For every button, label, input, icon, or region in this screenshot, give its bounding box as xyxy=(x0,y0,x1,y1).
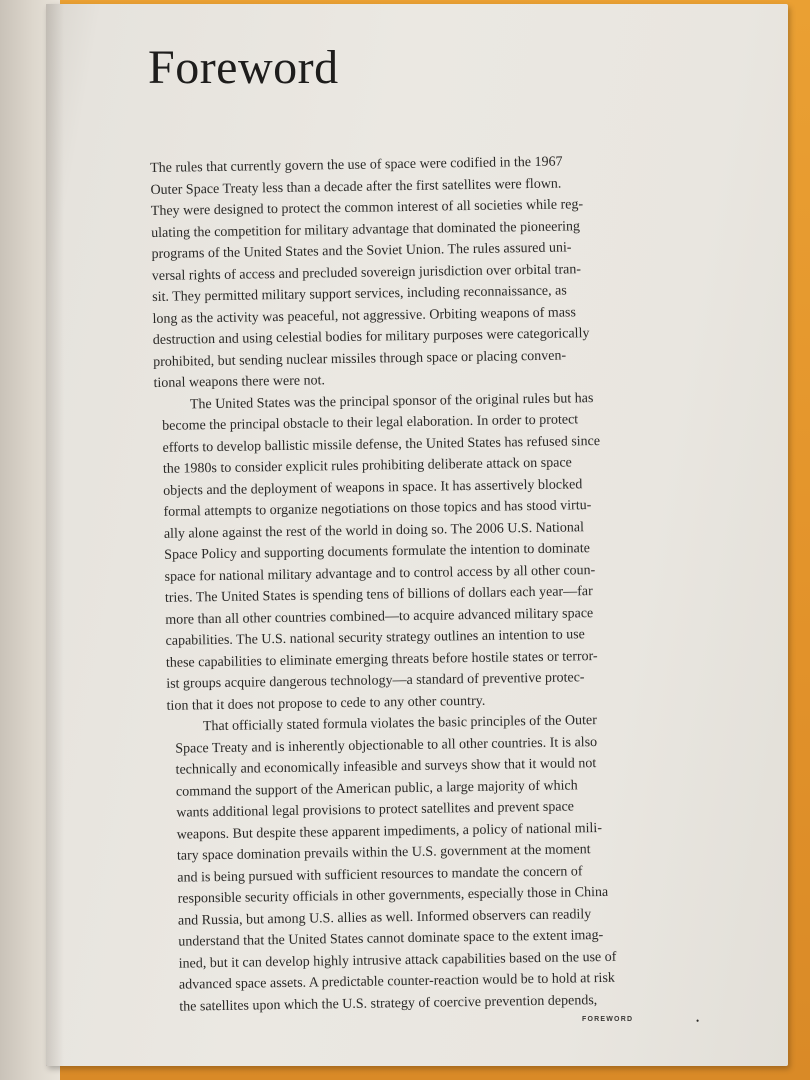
text-line: objects and the deployment of weapons in space. It has assertively blocked xyxy=(163,476,583,499)
text-line: space for national military advantage and to control access by all other coun- xyxy=(164,562,596,585)
text-line: ally alone against the rest of the world in doing so. The 2006 U.S. National xyxy=(163,519,585,542)
text-line: responsible security officials in other governments, especially those in China xyxy=(177,884,609,907)
text-line: ulating the competition for military advantage that dominated the pioneering xyxy=(151,218,581,241)
page-number: • xyxy=(696,1016,700,1026)
text-line: ined, but it can develop highly intrusive attack capabilities based on the use of xyxy=(178,949,617,972)
text-line: long as the activity was peaceful, not aggressive. Orbiting weapons of mass xyxy=(152,304,576,327)
paragraph-2 xyxy=(162,386,669,716)
text-line: the 1980s to consider explicit rules prohibiting deliberate attack on space xyxy=(162,455,572,477)
running-footer: FOREWORD xyxy=(582,1016,634,1023)
text-line: destruction and using celestial bodies for military purposes were categorically xyxy=(152,326,590,348)
text-line: advanced space assets. A predictable counter-reaction would be to hold at risk xyxy=(178,970,615,993)
text-line: technically and economically infeasible and surveys show that it would not xyxy=(175,756,597,778)
paragraph-1 xyxy=(150,150,664,394)
text-line: sit. They permitted military support services, including reconnaissance, as xyxy=(152,283,567,305)
text-line: They were designed to protect the common interest of all societies while reg- xyxy=(150,197,584,219)
text-line: ist groups acquire dangerous technology—a standard of preventive protec- xyxy=(166,670,585,692)
text-line: tries. The United States is spending tens of billions of dollars each year—far xyxy=(164,584,593,606)
text-line: and Russia, but among U.S. allies as well. Informed observers can readily xyxy=(177,906,592,929)
text-line: wants additional legal provisions to protect satellites and prevent space xyxy=(176,799,575,821)
text-line: Space Policy and supporting documents formulate the intention to dominate xyxy=(164,541,591,563)
text-line: Space Treaty and is inherently objectionable to all other countries. It is also xyxy=(175,734,598,757)
text-line: That officially stated formula violates the basic principles of the Outer xyxy=(202,713,597,735)
text-line: programs of the United States and the Soviet Union. The rules assured uni- xyxy=(151,240,572,262)
chapter-heading: Foreword xyxy=(148,41,339,94)
text-line: and is being pursued with sufficient resources to mandate the concern of xyxy=(177,863,583,886)
text-line: The rules that currently govern the use of space were codified in the 1967 xyxy=(150,154,563,176)
text-line: prohibited, but sending nuclear missiles through space or placing conven- xyxy=(153,347,567,370)
text-line: versal rights of access and precluded sovereign jurisdiction over orbital tran- xyxy=(151,261,582,284)
paragraph-3 xyxy=(175,709,674,1018)
text-line: become the principal obstacle to their legal elaboration. In order to protect xyxy=(162,412,579,434)
text-line: the satellites upon which the U.S. strategy of coercive prevention depends, xyxy=(179,992,598,1015)
text-line: capabilities. The U.S. national security strategy outlines an intention to use xyxy=(165,627,585,649)
text-line: these capabilities to eliminate emerging threats before hostile states or terror- xyxy=(165,648,598,671)
text-line: more than all other countries combined—to acquire advanced military space xyxy=(165,605,594,628)
body-text xyxy=(150,150,673,1018)
text-line: Outer Space Treaty less than a decade after the first satellites were flown. xyxy=(150,176,562,198)
text-line: command the support of the American public, a large majority of which xyxy=(175,777,578,800)
text-line: tary space domination prevails within the U.S. government at the moment xyxy=(176,842,591,864)
page-gutter-shadow xyxy=(46,4,64,1066)
text-line: tional weapons there were not. xyxy=(153,373,326,391)
text-line: weapons. But despite these apparent impediments, a policy of national mili- xyxy=(176,820,603,843)
text-line: The United States was the principal sponsor of the original rules but has xyxy=(189,390,594,412)
text-line: understand that the United States cannot dominate space to the extent imag- xyxy=(178,927,604,950)
text-line: tion that it does not propose to cede to any other country. xyxy=(166,693,486,714)
text-line: formal attempts to organize negotiations on those topics and has stood virtu- xyxy=(163,498,592,520)
text-line: efforts to develop ballistic missile defense, the United States has refused since xyxy=(162,433,601,456)
